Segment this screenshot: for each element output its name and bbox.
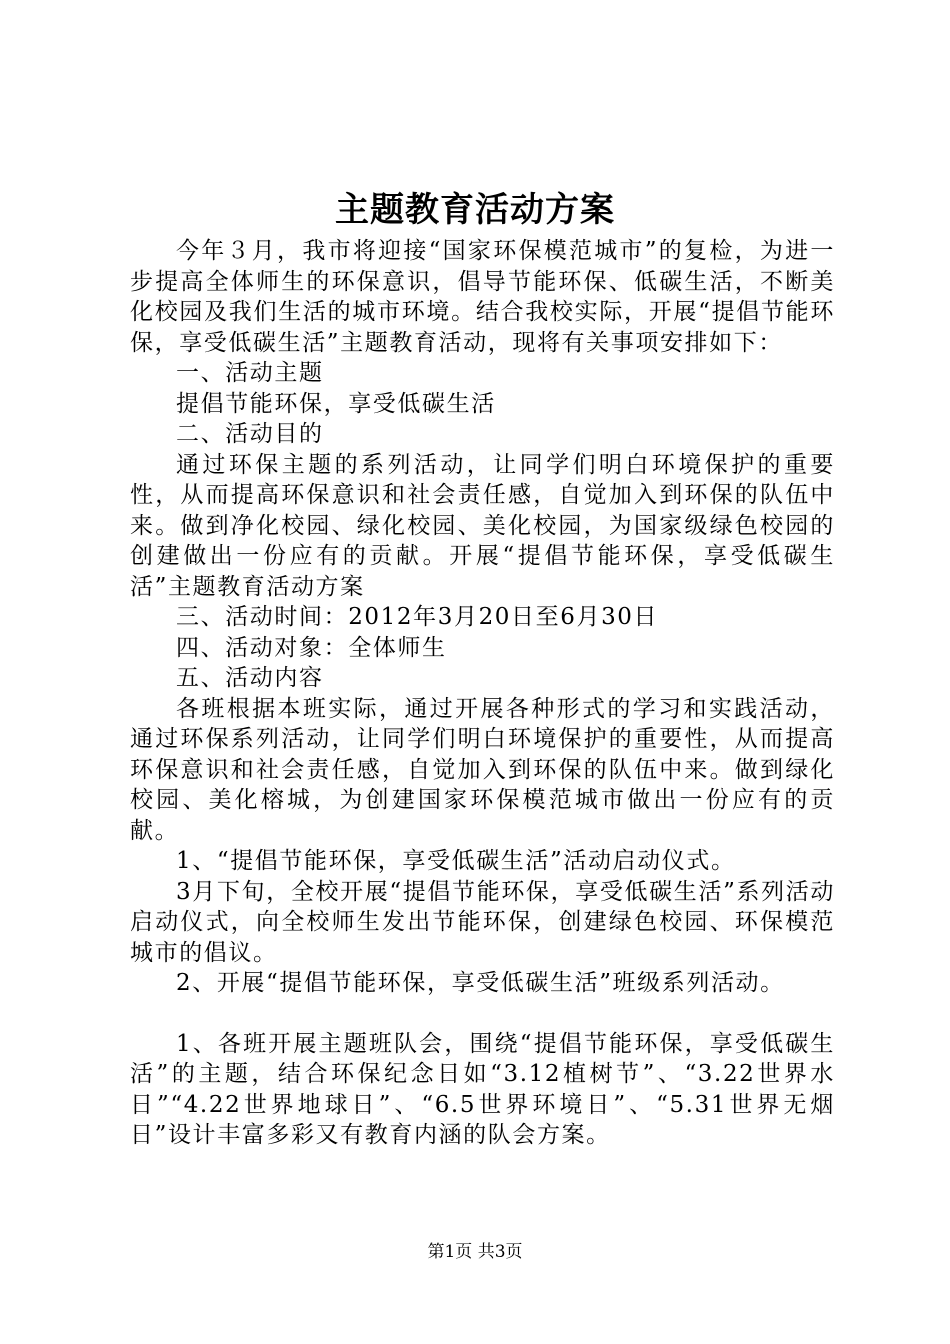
document-body	[130, 236, 835, 1151]
heading-activity-theme: 一、活动主题	[176, 360, 324, 386]
paragraph-launch-ceremony: 3月下旬，全校开展“提倡节能环保，享受低碳生活”系列活动启动仪式，向全校师生发出节能环保，创建绿色校园、环保模范城市的倡议。	[130, 878, 835, 966]
item-class-activities: 2、开展“提倡节能环保，享受低碳生活”班级系列活动。	[176, 970, 785, 996]
page-number: 第1页 共3页	[427, 1242, 523, 1262]
heading-activity-purpose: 二、活动目的	[176, 421, 324, 447]
item-launch-ceremony: 1、“提倡节能环保，享受低碳生活”活动启动仪式。	[176, 848, 736, 874]
paragraph-activity-purpose: 通过环保主题的系列活动，让同学们明白环境保护的重要性，从而提高环保意识和社会责任感，自觉加入到环保的队伍中来。做到净化校园、绿化校园、美化校园，为国家级绿色校园的创建做出一份应有的贡献。开展“提倡节能环保，享受低碳生活”主题教育活动方案	[130, 451, 835, 600]
paragraph-activity-time: 三、活动时间：2012年3月20日至6月30日	[176, 604, 659, 630]
paragraph-activity-theme: 提倡节能环保，享受低碳生活	[176, 390, 496, 417]
paragraph-intro: 今年３月，我市将迎接“国家环保模范城市”的复检，为进一步提高全体师生的环保意识，倡导节能环保、低碳生活，不断美化校园及我们生活的城市环境。结合我校实际，开展“提倡节能环保，享受低碳生活”主题教育活动，现将有关事项安排如下：	[130, 238, 835, 356]
heading-activity-content: 五、活动内容	[176, 665, 324, 691]
paragraph-activity-target: 四、活动对象：全体师生	[176, 634, 447, 661]
paragraph-activity-content: 各班根据本班实际，通过开展各种形式的学习和实践活动，通过环保系列活动，让同学们明白环境保护的重要性，从而提高环保意识和社会责任感，自觉加入到环保的队伍中来。做到绿化校园、美化榕城，为创建国家环保模范城市做出一份应有的贡献。	[130, 695, 835, 844]
paragraph-class-meetings: 1、各班开展主题班队会，围绕“提倡节能环保，享受低碳生活”的主题，结合环保纪念日如“3.12植树节”、“3.22世界水日”“4.22世界地球日”、“6.5世界环境日”、“5.31世界无烟日”设计丰富多彩又有教育内涵的队会方案。	[130, 1030, 835, 1148]
document-title: 主题教育活动方案	[335, 190, 615, 230]
